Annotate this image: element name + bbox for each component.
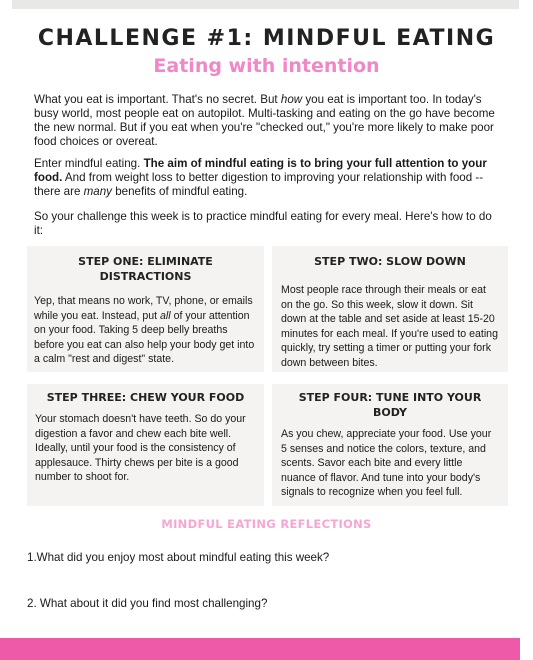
reflections-heading: MINDFUL EATING REFLECTIONS: [161, 517, 372, 531]
intro-paragraph-3: [34, 210, 504, 238]
reflection-question-1: 1.What did you enjoy most about mindful eating this week?: [27, 551, 330, 564]
text-run: Your stomach doesn't have teeth. So do your digestion a favor and chew each bite well. Ideally, until your food is the consistency of applesauce. Thirty chews per bite is a good number to shoot for.: [35, 413, 246, 484]
step-four-card: [272, 384, 508, 506]
step-three-card: [27, 384, 264, 506]
text-run: Most people race through their meals or eat on the go. So this week, slow it down. Sit down at the table and set aside at least 15-20 minutes for each meal. If you're used to eating quickly, try setting a timer or putting your fork down between bites.: [281, 284, 498, 369]
intro-paragraph-2: [34, 157, 504, 199]
page-subtitle: Eating with intention: [153, 55, 380, 77]
step-one-card: [27, 246, 264, 372]
step-three-text: [27, 405, 264, 485]
text-run: As you chew, appreciate your food. Use your 5 senses and notice the colors, texture, and scents. Savor each bite and every little nuance of flavor. And tune into your body's signals to recognize when you feel full.: [281, 428, 492, 499]
text-run: how: [280, 93, 303, 106]
step-one-text: [27, 284, 264, 367]
reflection-question-2: 2. What about it did you find most challenging?: [27, 597, 268, 610]
page-title: CHALLENGE #1: MINDFUL EATING: [37, 26, 496, 51]
step-two-title: STEP TWO: SLOW DOWN: [314, 255, 466, 268]
text-run: many: [83, 185, 112, 198]
text-run: What you eat is important. That's no secret. But: [34, 93, 281, 106]
top-border-bar: [12, 0, 519, 9]
text-run: benefits of mindful eating.: [111, 185, 248, 198]
text-run: The aim of mindful eating is to bring your full attention to your food.: [34, 157, 487, 184]
step-two-text: [272, 269, 508, 371]
text-run: all: [160, 309, 171, 322]
step-three-title: STEP THREE: CHEW YOUR FOOD: [46, 391, 245, 404]
text-run: you eat is important too. In today's busy world, most people eat on autopilot. Multi-tasking and eating on the go have become the new normal. But if you eat when you're "checked out," you're more likely to make poor food choices or overeat.: [34, 93, 495, 148]
text-run: And from weight loss to better digestion to improving your relationship with food -- there are: [34, 171, 484, 198]
text-run: Yep, that means no work, TV, phone, or emails while you eat. Instead, put: [34, 295, 253, 322]
footer-bar-edge: [520, 638, 533, 660]
step-four-title: STEP FOUR: TUNE INTO YOUR BODY: [298, 391, 482, 419]
text-run: of your attention on your food. Taking 5 deep belly breaths before you eat can also help your body get into a calm "rest and digest" state.: [34, 309, 255, 366]
step-four-text: [272, 420, 508, 500]
footer-bar: [0, 638, 533, 660]
step-one-title: STEP ONE: ELIMINATE DISTRACTIONS: [78, 255, 213, 283]
text-run: So your challenge this week is to practice mindful eating for every meal. Here's how to do it:: [34, 210, 492, 237]
intro-paragraph-1: [34, 93, 504, 149]
text-run: Enter mindful eating.: [34, 157, 144, 170]
step-two-card: [272, 246, 508, 372]
